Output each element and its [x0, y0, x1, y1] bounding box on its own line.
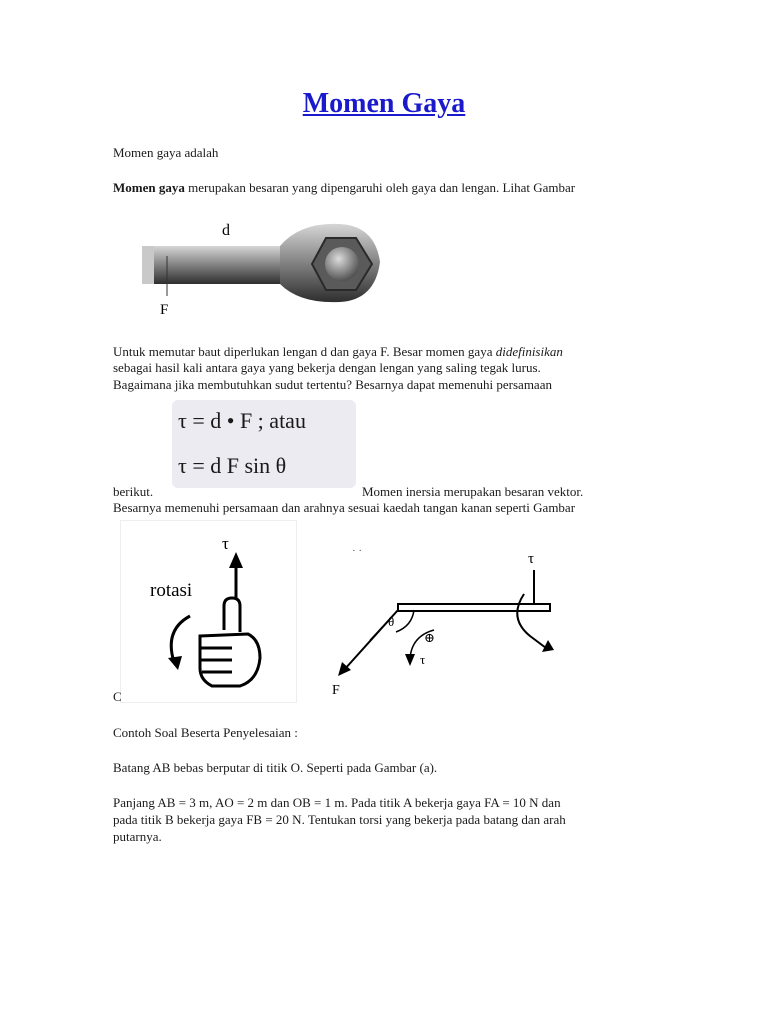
paragraph-line: sebagai hasil kali antara gaya yang bekerja dengan lengan yang saling tegak lurus. [113, 360, 541, 375]
tau-top-label: τ [528, 551, 535, 567]
bar-rotation-arrow [517, 594, 546, 648]
formula-line-2: τ = d F sin θ [178, 453, 287, 478]
tau-label: τ [222, 534, 229, 553]
italic-term: didefinisikan [495, 344, 563, 359]
inersia-text: Momen inersia merupakan besaran vektor. [362, 484, 584, 499]
circle-symbol: ⊕ [424, 630, 435, 645]
wrench-handle-end [142, 246, 154, 284]
label-f: F [160, 302, 169, 318]
berikut-text: berikut. [113, 484, 154, 499]
page-title[interactable]: Momen Gaya [302, 88, 466, 119]
problem-line: pada titik B bekerja gaya FB = 20 N. Tentukan torsi yang bekerja pada batang dan arah [113, 812, 566, 827]
example-heading: Contoh Soal Beserta Penyelesaian : [113, 725, 298, 740]
paragraph-text: Untuk memutar baut diperlukan lengan d dan gaya F. Besar momen gaya [113, 344, 496, 359]
torque-bar-figure [320, 540, 565, 700]
torque-rotation-arrowhead [405, 654, 415, 666]
label-d: d [222, 222, 230, 239]
tick-mark: · · [352, 545, 363, 557]
paragraph-line [113, 343, 563, 360]
figure-caption: C [113, 689, 122, 704]
wrench-figure [130, 212, 390, 322]
problem-line: putarnya. [113, 829, 162, 844]
force-label: F [332, 683, 340, 698]
angle-arc [396, 610, 414, 632]
intro-text: Momen gaya adalah [113, 145, 219, 160]
paragraph-line: Bagaimana jika membutuhkan sudut tertentu? Besarnya dapat memenuhi persamaan [113, 377, 552, 392]
problem-statement: Batang AB bebas berputar di titik O. Seperti pada Gambar (a). [113, 760, 438, 775]
definition-term: Momen gaya [113, 180, 185, 195]
definition-paragraph [113, 179, 575, 196]
problem-line: Panjang AB = 3 m, AO = 2 m dan OB = 1 m. Pada titik A bekerja gaya FA = 10 N dan [113, 795, 561, 810]
definition-text: merupakan besaran yang dipengaruhi oleh gaya dan lengan. Lihat Gambar [184, 180, 576, 195]
rotasi-label: rotasi [150, 580, 193, 601]
formula-line-1: τ = d • F ; atau [178, 408, 306, 433]
tau-bottom-label: τ [420, 652, 426, 667]
bolt-head [325, 247, 359, 281]
horizontal-bar [398, 604, 550, 611]
theta-label: θ [388, 614, 395, 629]
right-hand-rule-figure [120, 520, 300, 705]
paragraph-line: Besarnya memenuhi persamaan dan arahnya sesuai kaedah tangan kanan seperti Gambar [113, 500, 576, 515]
